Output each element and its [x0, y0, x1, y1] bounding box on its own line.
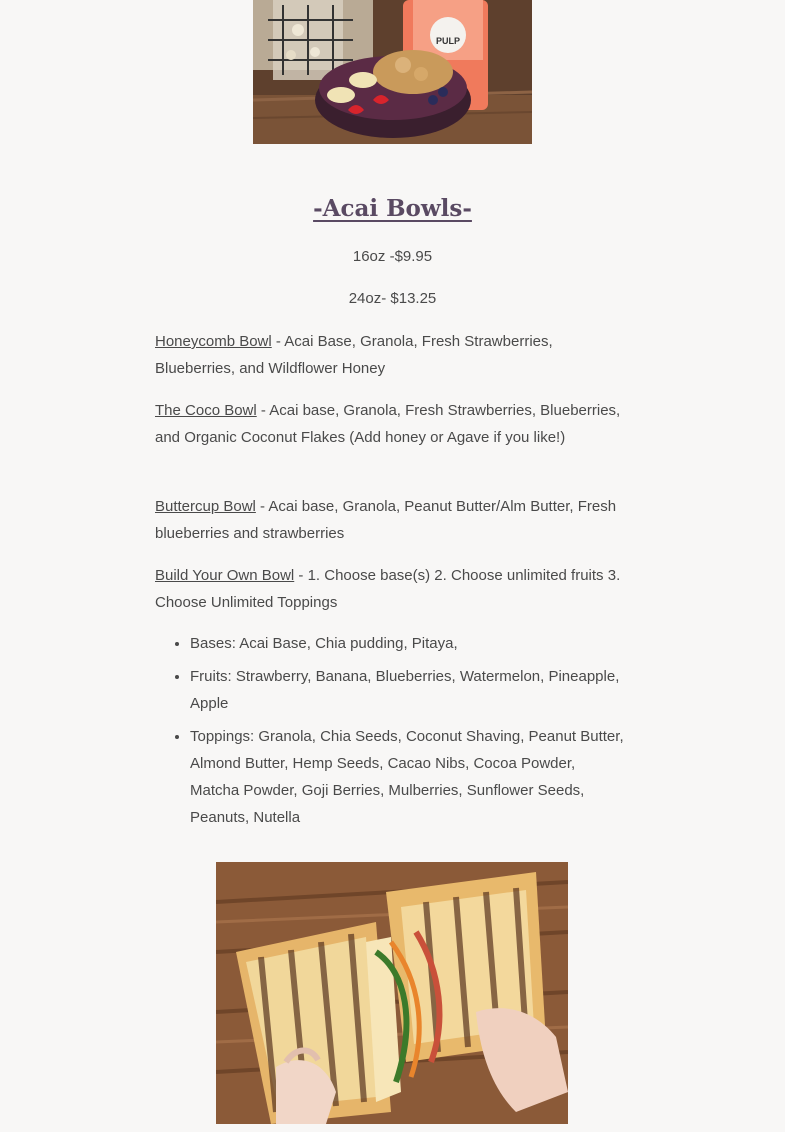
list-item-toppings: • Toppings: Granola, Chia Seeds, Coconut Shaving, Peanut Butter, Almond Butter, Hemp Seeds, Cacao Nibs, Cocoa Powder, Matcha Powder, Goji Berries, Mulberries, Sunflower Seeds, Peanuts, Nutella [190, 723, 625, 831]
bowl-coco [155, 397, 625, 451]
list-item-bases: • Bases: Acai Base, Chia pudding, Pitaya, [190, 630, 625, 657]
price-16oz: 16oz -$9.95 [352, 248, 433, 265]
build-your-own-bowl-description: - 1. Choose base(s) 2. Choose unlimited fruits 3. Choose Unlimited Toppings [155, 567, 621, 611]
cup-label: PULP [435, 36, 461, 46]
coco-bowl-description: - Acai base, Granola, Fresh Strawberries, Blueberries, and Organic Coconut Flakes (Add honey or Agave if you like!) [155, 402, 621, 446]
bowl-build-your-own [155, 562, 625, 616]
bowl-buttercup [155, 493, 625, 547]
coco-bowl-link[interactable]: The Coco Bowl [155, 402, 257, 419]
grilled-sandwich-photo-icon [216, 862, 568, 1124]
honeycomb-bowl-description: - Acai Base, Granola, Fresh Strawberries, Blueberries, and Wildflower Honey [155, 333, 553, 377]
buttercup-bowl-description: - Acai base, Granola, Peanut Butter/Alm Butter, Fresh blueberries and strawberries [155, 498, 617, 542]
price-24oz: 24oz- $13.25 [348, 290, 437, 307]
build-options-list [155, 630, 625, 837]
buttercup-bowl-link[interactable]: Buttercup Bowl [155, 498, 256, 515]
build-your-own-bowl-link[interactable]: Build Your Own Bowl [155, 567, 295, 584]
section-title [0, 192, 785, 226]
bowl-honeycomb [155, 328, 625, 382]
list-item-fruits: • Fruits: Strawberry, Banana, Blueberries, Watermelon, Pineapple, Apple [190, 663, 625, 717]
section-title-text: -Acai Bowls- [313, 195, 472, 222]
sandwich-photo [216, 862, 568, 1124]
acai-bowl-photo-icon [253, 0, 532, 144]
acai-bowl-photo [253, 0, 532, 144]
honeycomb-bowl-link[interactable]: Honeycomb Bowl [155, 333, 272, 350]
